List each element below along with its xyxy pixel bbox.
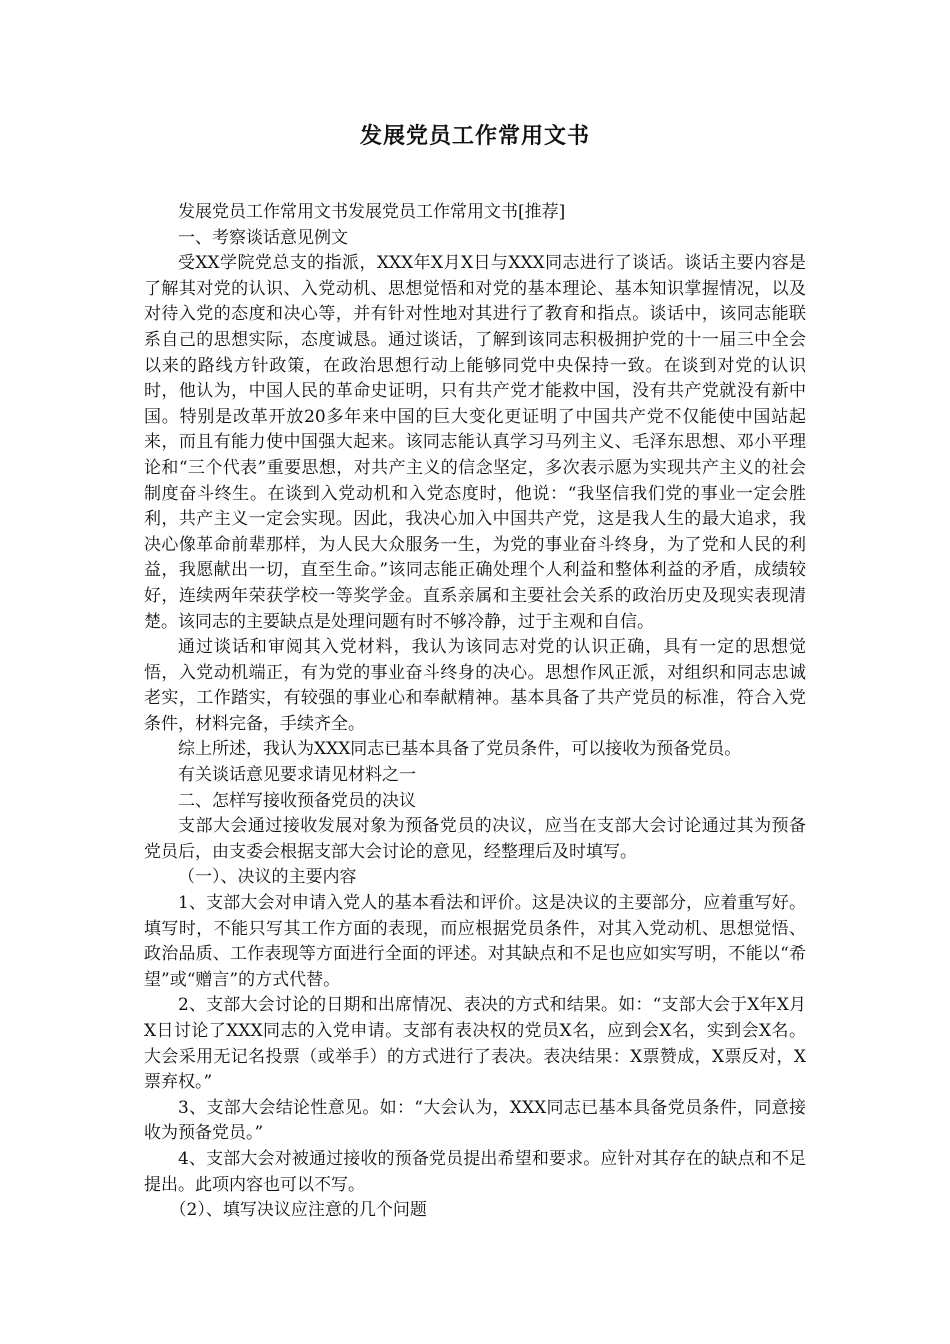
paragraph-interview-body: 受XX学院党总支的指派，XXX年X月X日与XXX同志进行了谈话。谈话主要内容是了解其对党的认识、入党动机、思想觉悟和对党的基本理论、基本知识掌握情况，以及对待入党的态度和决心等，并有针对性地对其进行了教育和指点。谈话中，该同志能联系自己的思想实际，态度诚恳。通过谈话，了解到该同志积极拥护党的十一届三中全会以来的路线方针政策，在政治思想行动上能够同党中央保持一致。在谈到对党的认识时，他认为，中国人民的革命史证明，只有共产党才能救中国，没有共产党就没有新中国。特别是改革开放20多年来中国的巨大变化更证明了中国共产党不仅能使中国站起来，而且有能力使中国强大起来。该同志能认真学习马列主义、毛泽东思想、邓小平理论和“三个代表”重要思想，对共产主义的信念坚定，多次表示愿为实现共产主义的社会制度奋斗终生。在谈到入党动机和入党态度时，他说：“我坚信我们党的事业一定会胜利，共产主义一定会实现。因此，我决心加入中国共产党，这是我人生的最大追求，我决心像革命前辈那样，为人民大众服务一生，为党的事业奋斗终身，为了党和人民的利益，我愿献出一切，直至生命。”该同志能正确处理个人利益和整体利益的矛盾，成绩较好，连续两年荣获学校一等奖学金。直系亲属和主要社会关系的政治历史及现实表现清楚。该同志的主要缺点是处理问题有时不够冷静，过于主观和自信。 [144,253,806,632]
paragraph-resolution-intro: 支部大会通过接收发展对象为预备党员的决议，应当在支部大会讨论通过其为预备党员后，由支委会根据支部大会讨论的意见，经整理后及时填写。 [144,816,806,862]
list-item-2: 2、支部大会讨论的日期和出席情况、表决的方式和结果。如：“支部大会于X年X月X日讨论了XXX同志的入党申请。支部有表决权的党员X名，应到会X名，实到会X名。大会采用无记名投票（或举手）的方式进行了表决。表决结果：X票赞成，X票反对，X票弃权。” [144,995,806,1093]
subsection-heading-1: （一）、决议的主要内容 [178,867,357,888]
section-heading-2: 二、怎样写接收预备党员的决议 [178,790,416,811]
subsection-heading-2: （2）、填写决议应注意的几个问题 [169,1200,427,1221]
document-title: 发展党员工作常用文书 [359,124,590,149]
list-item-3: 3、支部大会结论性意见。如：“大会认为，XXX同志已基本具备党员条件，同意接收为预备党员。” [144,1097,806,1144]
document-body [144,200,806,1224]
paragraph-interview-conclusion: 通过谈话和审阅其入党材料，我认为该同志对党的认识正确，具有一定的思想觉悟，入党动机端正，有为党的事业奋斗终身的决心。思想作风正派，对组织和同志忠诚老实，工作踏实，有较强的事业心和奉献精神。基本具备了共产党员的标准，符合入党条件，材料完备，手续齐全。 [144,637,806,734]
paragraph-summary: 综上所述，我认为XXX同志已基本具备了党员条件，可以接收为预备党员。 [178,739,742,760]
paragraph-reference: 有关谈话意见要求请见材料之一 [178,765,416,786]
section-heading-1: 一、考察谈话意见例文 [178,227,348,248]
list-item-4: 4、支部大会对被通过接收的预备党员提出希望和要求。应针对其存在的缺点和不足提出。此项内容也可以不写。 [144,1148,806,1195]
list-item-1: 1、支部大会对申请入党人的基本看法和评价。这是决议的主要部分，应着重写好。填写时，不能只写其工作方面的表现，而应根据党员条件，对其入党动机、思想觉悟、政治品质、工作表现等方面进行全面的评述。对其缺点和不足也应如实写明，不能以“希望”或“赠言”的方式代替。 [144,893,806,990]
paragraph-subtitle: 发展党员工作常用文书发展党员工作常用文书[推荐] [178,202,566,222]
